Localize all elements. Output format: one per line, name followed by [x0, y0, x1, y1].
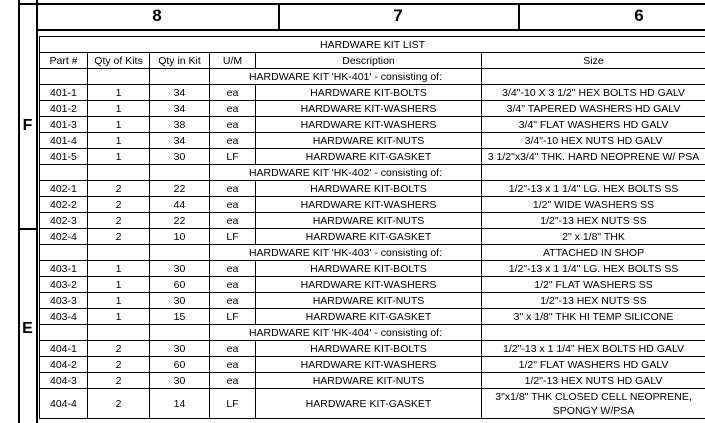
table-cell: 404-4: [40, 389, 88, 419]
table-cell: 34: [150, 133, 210, 149]
table-cell: HARDWARE KIT-GASKET: [256, 309, 482, 325]
table-cell: 1/2" FLAT WASHERS HD GALV: [482, 357, 705, 373]
table-cell: 1/2" FLAT WASHERS SS: [482, 277, 705, 293]
table-cell: ea: [210, 213, 256, 229]
table-cell: 403-1: [40, 261, 88, 277]
table-cell: 14: [150, 389, 210, 419]
table-cell: 38: [150, 117, 210, 133]
table-cell: ea: [210, 357, 256, 373]
table-cell: HARDWARE KIT-NUTS: [256, 373, 482, 389]
table-cell: HARDWARE KIT-GASKET: [256, 229, 482, 245]
table-cell: LF: [210, 389, 256, 419]
table-cell: 1/2"-13 HEX NUTS HD GALV: [482, 373, 705, 389]
table-title: HARDWARE KIT LIST: [40, 37, 705, 53]
table-cell: 403-2: [40, 277, 88, 293]
table-cell: 1: [88, 101, 150, 117]
table-cell: 2: [88, 389, 150, 419]
table-cell: HARDWARE KIT-BOLTS: [256, 261, 482, 277]
table-cell: ea: [210, 341, 256, 357]
table-cell: 402-3: [40, 213, 88, 229]
table-cell: 401-5: [40, 149, 88, 165]
table-row: [40, 85, 705, 101]
table-cell: 2: [88, 341, 150, 357]
table-cell: 404-1: [40, 341, 88, 357]
frame-inner-border: [36, 0, 38, 423]
zone-column-7: 7: [393, 6, 403, 25]
kit-group-heading-row: [40, 245, 705, 261]
column-header: Description: [256, 53, 482, 69]
table-cell: 3"x1/8" THK CLOSED CELL NEOPRENE, SPONGY W/PSA: [482, 389, 705, 419]
column-header: Part #: [40, 53, 88, 69]
table-cell: HARDWARE KIT-WASHERS: [256, 197, 482, 213]
table-cell: LF: [210, 149, 256, 165]
kit-group-heading-row: [40, 325, 705, 341]
column-header: Qty in Kit: [150, 53, 210, 69]
kit-group-note: ATTACHED IN SHOP: [482, 245, 705, 261]
table-cell: 60: [150, 277, 210, 293]
table-cell: 1/2"-13 x 1 1/4" LG. HEX BOLTS SS: [482, 261, 705, 277]
table-cell: 403-3: [40, 293, 88, 309]
kit-group-heading: HARDWARE KIT 'HK-402' - consisting of:: [210, 165, 482, 181]
zone-column-6: 6: [634, 6, 644, 25]
table-cell: 1/2"-13 x 1 1/4" HEX BOLTS HD GALV: [482, 341, 705, 357]
table-cell: 404-2: [40, 357, 88, 373]
table-cell: 34: [150, 85, 210, 101]
table-cell: 403-4: [40, 309, 88, 325]
table-cell: 1: [88, 277, 150, 293]
table-cell: HARDWARE KIT-GASKET: [256, 389, 482, 419]
table-cell: 10: [150, 229, 210, 245]
table-row: [40, 277, 705, 293]
table-row: [40, 213, 705, 229]
table-cell: ea: [210, 101, 256, 117]
table-cell: 2: [88, 373, 150, 389]
table-row: [40, 373, 705, 389]
table-row: [40, 293, 705, 309]
table-cell: 3" x 1/8" THK HI TEMP SILICONE: [482, 309, 705, 325]
column-header: Qty of Kits: [88, 53, 150, 69]
table-cell: 401-1: [40, 85, 88, 101]
table-row: [40, 197, 705, 213]
table-cell: ea: [210, 293, 256, 309]
table-cell: HARDWARE KIT-BOLTS: [256, 341, 482, 357]
table-cell: 1: [88, 293, 150, 309]
table-cell: ea: [210, 181, 256, 197]
kit-group-heading: HARDWARE KIT 'HK-404' - consisting of:: [210, 325, 482, 341]
table-row: [40, 389, 705, 419]
table-cell: HARDWARE KIT-NUTS: [256, 213, 482, 229]
zone-column-8: 8: [152, 6, 162, 25]
table-header-row: [40, 53, 705, 69]
table-row: [40, 309, 705, 325]
table-cell: ea: [210, 277, 256, 293]
table-cell: 2: [88, 229, 150, 245]
column-divider: [518, 3, 520, 31]
table-cell: 1: [88, 85, 150, 101]
table-cell: 1: [88, 133, 150, 149]
column-header: Size: [482, 53, 705, 69]
table-cell: ea: [210, 373, 256, 389]
table-cell: 1: [88, 309, 150, 325]
table-cell: 1/2"-13 HEX NUTS SS: [482, 293, 705, 309]
table-cell: 3/4" FLAT WASHERS HD GALV: [482, 117, 705, 133]
table-cell: 3 1/2"x3/4" THK. HARD NEOPRENE W/ PSA: [482, 149, 705, 165]
table-row: [40, 133, 705, 149]
table-row: [40, 341, 705, 357]
table-cell: 30: [150, 261, 210, 277]
table-cell: 30: [150, 373, 210, 389]
table-cell: HARDWARE KIT-WASHERS: [256, 101, 482, 117]
table-cell: 1: [88, 117, 150, 133]
table-row: [40, 181, 705, 197]
table-cell: ea: [210, 133, 256, 149]
table-cell: 2" x 1/8" THK: [482, 229, 705, 245]
table-cell: ea: [210, 117, 256, 133]
table-cell: 2: [88, 213, 150, 229]
kit-group-heading: HARDWARE KIT 'HK-403' - consisting of:: [210, 245, 482, 261]
table-cell: HARDWARE KIT-BOLTS: [256, 85, 482, 101]
table-cell: 60: [150, 357, 210, 373]
table-cell: ea: [210, 85, 256, 101]
table-cell: LF: [210, 229, 256, 245]
table-cell: 1: [88, 149, 150, 165]
table-cell: 3/4" TAPERED WASHERS HD GALV: [482, 101, 705, 117]
hardware-kit-table: [39, 36, 705, 419]
table-cell: 3/4"-10 HEX NUTS HD GALV: [482, 133, 705, 149]
table-cell: HARDWARE KIT-WASHERS: [256, 357, 482, 373]
table-cell: 1/2" WIDE WASHERS SS: [482, 197, 705, 213]
frame-outer-border: [18, 0, 20, 423]
frame-top-border: [18, 3, 705, 5]
table-row: [40, 101, 705, 117]
table-cell: 30: [150, 341, 210, 357]
table-cell: 22: [150, 181, 210, 197]
table-cell: 1/2"-13 x 1 1/4" LG. HEX BOLTS SS: [482, 181, 705, 197]
table-cell: 15: [150, 309, 210, 325]
zone-row-e: E: [22, 320, 33, 337]
table-cell: 402-2: [40, 197, 88, 213]
table-cell: 402-1: [40, 181, 88, 197]
table-title-row: [40, 37, 705, 53]
kit-group-heading-row: [40, 69, 705, 85]
table-cell: 1: [88, 261, 150, 277]
table-cell: 3/4"-10 X 3 1/2" HEX BOLTS HD GALV: [482, 85, 705, 101]
table-cell: 2: [88, 357, 150, 373]
table-cell: 30: [150, 293, 210, 309]
table-cell: HARDWARE KIT-GASKET: [256, 149, 482, 165]
table-cell: 34: [150, 101, 210, 117]
table-cell: 401-4: [40, 133, 88, 149]
table-row: [40, 117, 705, 133]
table-cell: LF: [210, 309, 256, 325]
column-header: U/M: [210, 53, 256, 69]
table-cell: 44: [150, 197, 210, 213]
table-cell: HARDWARE KIT-WASHERS: [256, 277, 482, 293]
table-cell: 401-2: [40, 101, 88, 117]
table-row: [40, 149, 705, 165]
table-cell: 401-3: [40, 117, 88, 133]
table-cell: 30: [150, 149, 210, 165]
table-cell: 22: [150, 213, 210, 229]
table-cell: ea: [210, 261, 256, 277]
table-cell: HARDWARE KIT-NUTS: [256, 133, 482, 149]
table-cell: 2: [88, 181, 150, 197]
zone-row-f: F: [22, 117, 33, 134]
kit-group-heading-row: [40, 165, 705, 181]
table-cell: ea: [210, 197, 256, 213]
table-cell: 1/2"-13 HEX NUTS SS: [482, 213, 705, 229]
frame-column-rule: [36, 29, 705, 31]
table-cell: HARDWARE KIT-BOLTS: [256, 181, 482, 197]
table-cell: 402-4: [40, 229, 88, 245]
kit-group-heading: HARDWARE KIT 'HK-401' - consisting of:: [210, 69, 482, 85]
table-row: [40, 357, 705, 373]
table-row: [40, 229, 705, 245]
table-cell: HARDWARE KIT-NUTS: [256, 293, 482, 309]
table-row: [40, 261, 705, 277]
column-divider: [278, 3, 280, 31]
table-cell: 2: [88, 197, 150, 213]
table-cell: HARDWARE KIT-WASHERS: [256, 117, 482, 133]
table-cell: 404-3: [40, 373, 88, 389]
zone-divider-tick: [18, 228, 38, 230]
